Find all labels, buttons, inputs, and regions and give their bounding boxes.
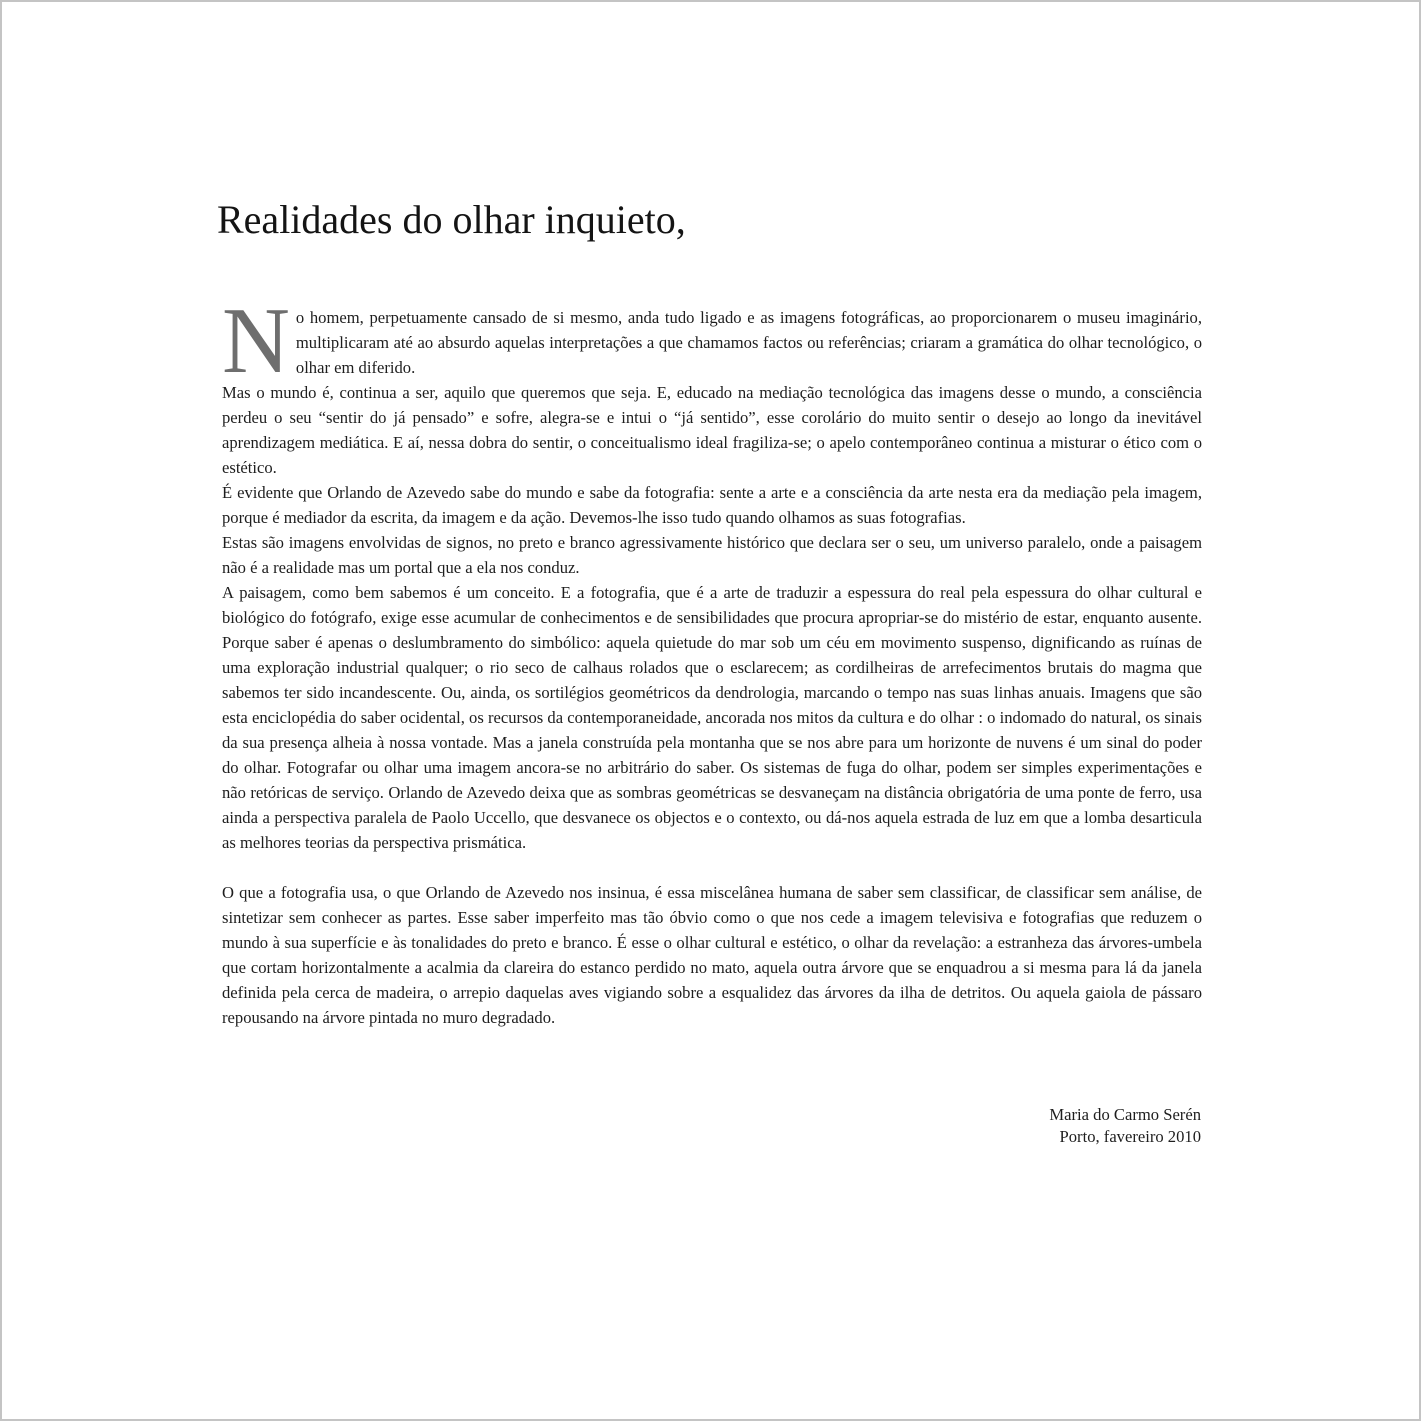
author-name: Maria do Carmo Serén bbox=[1049, 1105, 1201, 1124]
signature-block bbox=[1049, 1104, 1201, 1148]
paragraph-5: A paisagem, como bem sabemos é um conceito. E a fotografia, que é a arte de traduzir a espessura do real pela espessura do olhar cultural e biológico do fotógrafo, exige esse acumular de conhecimentos e de sensibilidades que procura apropriar-se do mistério de estar, enquanto ausente. Porque saber é apenas o deslumbramento do simbólico: aquela quietude do mar sob um céu em movimento suspenso, dignificando as ruínas de uma exploração industrial qualquer; o rio seco de calhaus rolados que o esclarecem; as cordilheiras de arrefecimentos brutais do magma que sabemos ter sido incandescente. Ou, ainda, os sortilégios geométricos da dendrologia, marcando o tempo nas suas linhas anuais. Imagens que são esta enciclopédia do saber ocidental, os recursos da contemporaneidade, ancorada nos mitos da cultura e do olhar : o indomado do natural, os sinais da sua presença alheia à nossa vontade. Mas a janela construída pela montanha que se nos abre para um horizonte de nuvens é um sinal do poder do olhar. Fotografar ou olhar uma imagem ancora-se no arbitrário do saber. Os sistemas de fuga do olhar, podem ser simples experimentações e não retóricas de serviço. Orlando de Azevedo deixa que as sombras geométricas se desvaneçam na distância obrigatória de uma ponte de ferro, usa ainda a perspectiva paralela de Paolo Uccello, que desvanece os objectos e o contexto, ou dá-nos aquela estrada de luz em que a lomba desarticula as melhores teorias da perspectiva prismática. bbox=[222, 583, 1202, 852]
paragraph-1-text: o homem, perpetuamente cansado de si mesmo, anda tudo ligado e as imagens fotográficas, ao proporcionarem o museu imaginário, multiplicaram até ao absurdo aquelas interpretações a que chamamos factos ou referências; criaram a gramática do olhar tecnológico, o olhar em diferido. bbox=[295, 308, 1202, 377]
paragraph-2: Mas o mundo é, continua a ser, aquilo que queremos que seja. E, educado na mediação tecnológica das imagens desse o mundo, a consciência perdeu o seu “sentir do já pensado” e sofre, alegra-se e intui o “já sentido”, esse corolário do muito sentir o desejo ao longo da inevitável aprendizagem mediática. E aí, nessa dobra do sentir, o conceitualismo ideal fragiliza-se; o apelo contemporâneo continua a misturar o ético com o estético. bbox=[222, 383, 1202, 477]
paragraph-4: Estas são imagens envolvidas de signos, no preto e branco agressivamente histórico que declara ser o seu, um universo paralelo, onde a paisagem não é a realidade mas um portal que a ela nos conduz. bbox=[222, 533, 1202, 577]
drop-cap: N bbox=[222, 289, 290, 393]
paragraph-6: O que a fotografia usa, o que Orlando de Azevedo nos insinua, é essa miscelânea humana de saber sem classificar, de classificar sem análise, de sintetizar sem conhecer as partes. Esse saber imperfeito mas tão óbvio como o que nos cede a imagem televisiva e fotografias que reduzem o mundo à sua superfície e às tonalidades do preto e branco. É esse o olhar cultural e estético, o olhar da revelação: a estranheza das árvores-umbela que cortam horizontalmente a acalmia da clareira do estanco perdido no mato, aquela outra árvore que se enquadrou a si mesma para lá da janela definida pela cerca de madeira, o arrepio daquelas aves vigiando sobre a esqualidez das árvores da ilha de detritos. Ou aquela gaiola de pássaro repousando na árvore pintada no muro degradado. bbox=[222, 883, 1202, 1027]
page-title: Realidades do olhar inquieto, bbox=[217, 197, 686, 242]
place-date: Porto, favereiro 2010 bbox=[1059, 1127, 1201, 1146]
paragraph-1 bbox=[222, 289, 1202, 393]
article-body bbox=[222, 289, 1202, 1030]
paragraph-3: É evidente que Orlando de Azevedo sabe do mundo e sabe da fotografia: sente a arte e a consciência da arte nesta era da mediação pela imagem, porque é mediador da escrita, da imagem e da ação. Devemos-lhe isso tudo quando olhamos as suas fotografias. bbox=[222, 483, 1202, 527]
